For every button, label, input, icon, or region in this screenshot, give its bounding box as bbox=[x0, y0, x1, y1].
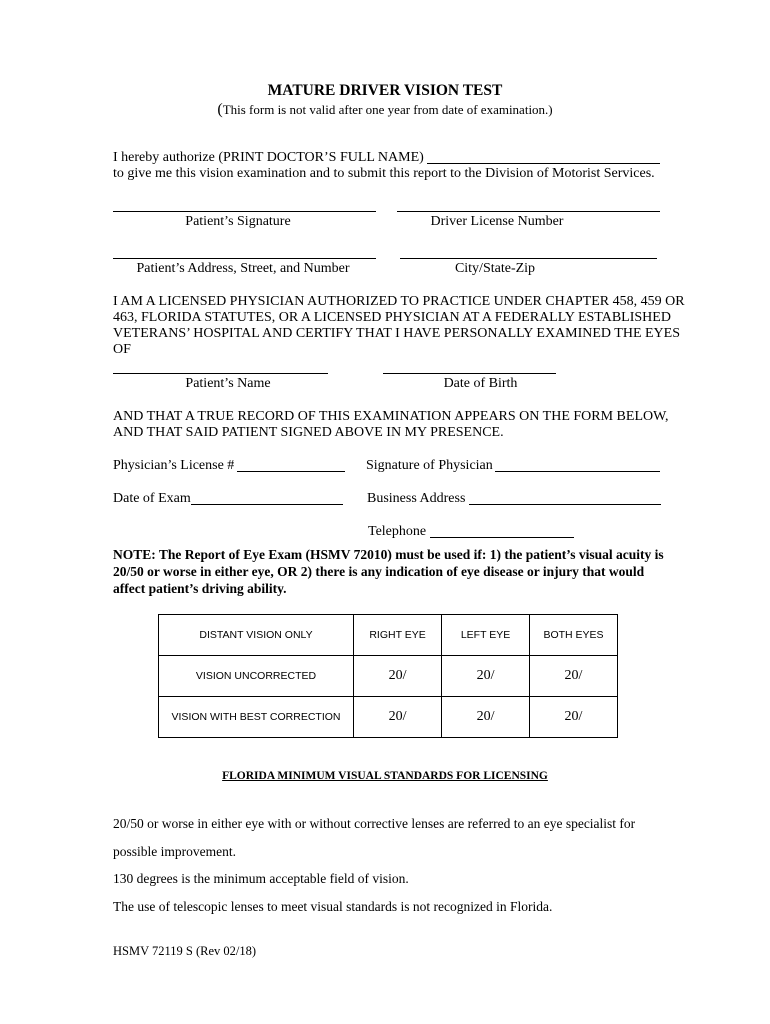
form-title: MATURE DRIVER VISION TEST bbox=[267, 82, 503, 99]
uncorrected-left-eye-cell[interactable]: 20/ bbox=[442, 656, 530, 697]
date-of-birth-line[interactable] bbox=[383, 373, 556, 374]
row-label-uncorrected: VISION UNCORRECTED bbox=[159, 656, 354, 697]
form-subtitle bbox=[0, 101, 770, 119]
corrected-right-eye-cell[interactable]: 20/ bbox=[354, 697, 442, 738]
telephone-line[interactable] bbox=[430, 537, 574, 538]
uncorrected-right-eye-cell[interactable]: 20/ bbox=[354, 656, 442, 697]
certification-line-4: OF bbox=[113, 342, 131, 357]
exam-date-label: Date of Exam bbox=[113, 491, 191, 506]
physician-signature-label: Signature of Physician bbox=[366, 458, 493, 473]
patient-address-label: Patient’s Address, Street, and Number bbox=[136, 261, 350, 276]
driver-license-label: Driver License Number bbox=[430, 214, 564, 229]
table-row bbox=[159, 656, 618, 697]
certification-line-1: I AM A LICENSED PHYSICIAN AUTHORIZED TO PRACTICE UNDER CHAPTER 458, 459 OR bbox=[113, 294, 685, 309]
table-row bbox=[159, 697, 618, 738]
physician-license-label: Physician’s License # bbox=[113, 458, 235, 473]
date-of-birth-label: Date of Birth bbox=[443, 376, 518, 391]
header-distant-vision: DISTANT VISION ONLY bbox=[159, 615, 354, 656]
business-address-line[interactable] bbox=[469, 504, 661, 505]
header-both-eyes: BOTH EYES bbox=[529, 615, 617, 656]
physician-signature-line[interactable] bbox=[495, 471, 660, 472]
subtitle-text: This form is not valid after one year from date of examination.) bbox=[222, 102, 553, 117]
certification-line-2: 463, FLORIDA STATUTES, OR A LICENSED PHYSICIAN AT A FEDERALLY ESTABLISHED bbox=[113, 310, 671, 325]
driver-license-line[interactable] bbox=[397, 211, 660, 212]
authorize-label: I hereby authorize (PRINT DOCTOR’S FULL NAME) bbox=[113, 150, 424, 165]
standards-line-2: possible improvement. bbox=[113, 844, 236, 859]
authorize-purpose: to give me this vision examination and to submit this report to the Division of Motorist Services. bbox=[113, 166, 655, 181]
note-line-3: affect patient’s driving ability. bbox=[113, 581, 287, 596]
standards-line-1: 20/50 or worse in either eye with or without corrective lenses are referred to an eye specialist for bbox=[113, 816, 636, 831]
patient-signature-label: Patient’s Signature bbox=[185, 214, 291, 229]
doctor-name-line[interactable] bbox=[427, 163, 660, 164]
table-header-row bbox=[159, 615, 618, 656]
patient-signature-line[interactable] bbox=[113, 211, 376, 212]
certification-line-3: VETERANS’ HOSPITAL AND CERTIFY THAT I HAVE PERSONALLY EXAMINED THE EYES bbox=[113, 326, 681, 341]
corrected-left-eye-cell[interactable]: 20/ bbox=[442, 697, 530, 738]
header-left-eye: LEFT EYE bbox=[442, 615, 530, 656]
patient-address-line[interactable] bbox=[113, 258, 376, 259]
standards-line-3: 130 degrees is the minimum acceptable field of vision. bbox=[113, 871, 409, 886]
exam-date-line[interactable] bbox=[191, 504, 343, 505]
row-label-best-correction: VISION WITH BEST CORRECTION bbox=[159, 697, 354, 738]
form-id: HSMV 72119 S (Rev 02/18) bbox=[113, 944, 257, 958]
note-line-2: 20/50 or worse in either eye, OR 2) there is any indication of eye disease or injury that would bbox=[113, 564, 645, 579]
telephone-label: Telephone bbox=[368, 524, 427, 539]
business-address-label: Business Address bbox=[367, 491, 466, 506]
patient-name-line[interactable] bbox=[113, 373, 328, 374]
vision-table bbox=[158, 614, 618, 738]
city-state-zip-line[interactable] bbox=[400, 258, 657, 259]
physician-license-line[interactable] bbox=[237, 471, 345, 472]
standards-heading: FLORIDA MINIMUM VISUAL STANDARDS FOR LICENSING bbox=[222, 770, 548, 782]
corrected-both-eyes-cell[interactable]: 20/ bbox=[529, 697, 617, 738]
patient-name-label: Patient’s Name bbox=[185, 376, 271, 391]
note-line-1: NOTE: The Report of Eye Exam (HSMV 72010) must be used if: 1) the patient’s visual acuity is bbox=[113, 547, 664, 562]
record-statement-line-2: AND THAT SAID PATIENT SIGNED ABOVE IN MY PRESENCE. bbox=[113, 425, 504, 440]
uncorrected-both-eyes-cell[interactable]: 20/ bbox=[529, 656, 617, 697]
record-statement-line-1: AND THAT A TRUE RECORD OF THIS EXAMINATION APPEARS ON THE FORM BELOW, bbox=[113, 409, 669, 424]
city-state-zip-label: City/State-Zip bbox=[454, 261, 536, 276]
standards-line-4: The use of telescopic lenses to meet visual standards is not recognized in Florida. bbox=[113, 899, 553, 914]
subtitle-paren: ( bbox=[217, 101, 223, 118]
header-right-eye: RIGHT EYE bbox=[354, 615, 442, 656]
